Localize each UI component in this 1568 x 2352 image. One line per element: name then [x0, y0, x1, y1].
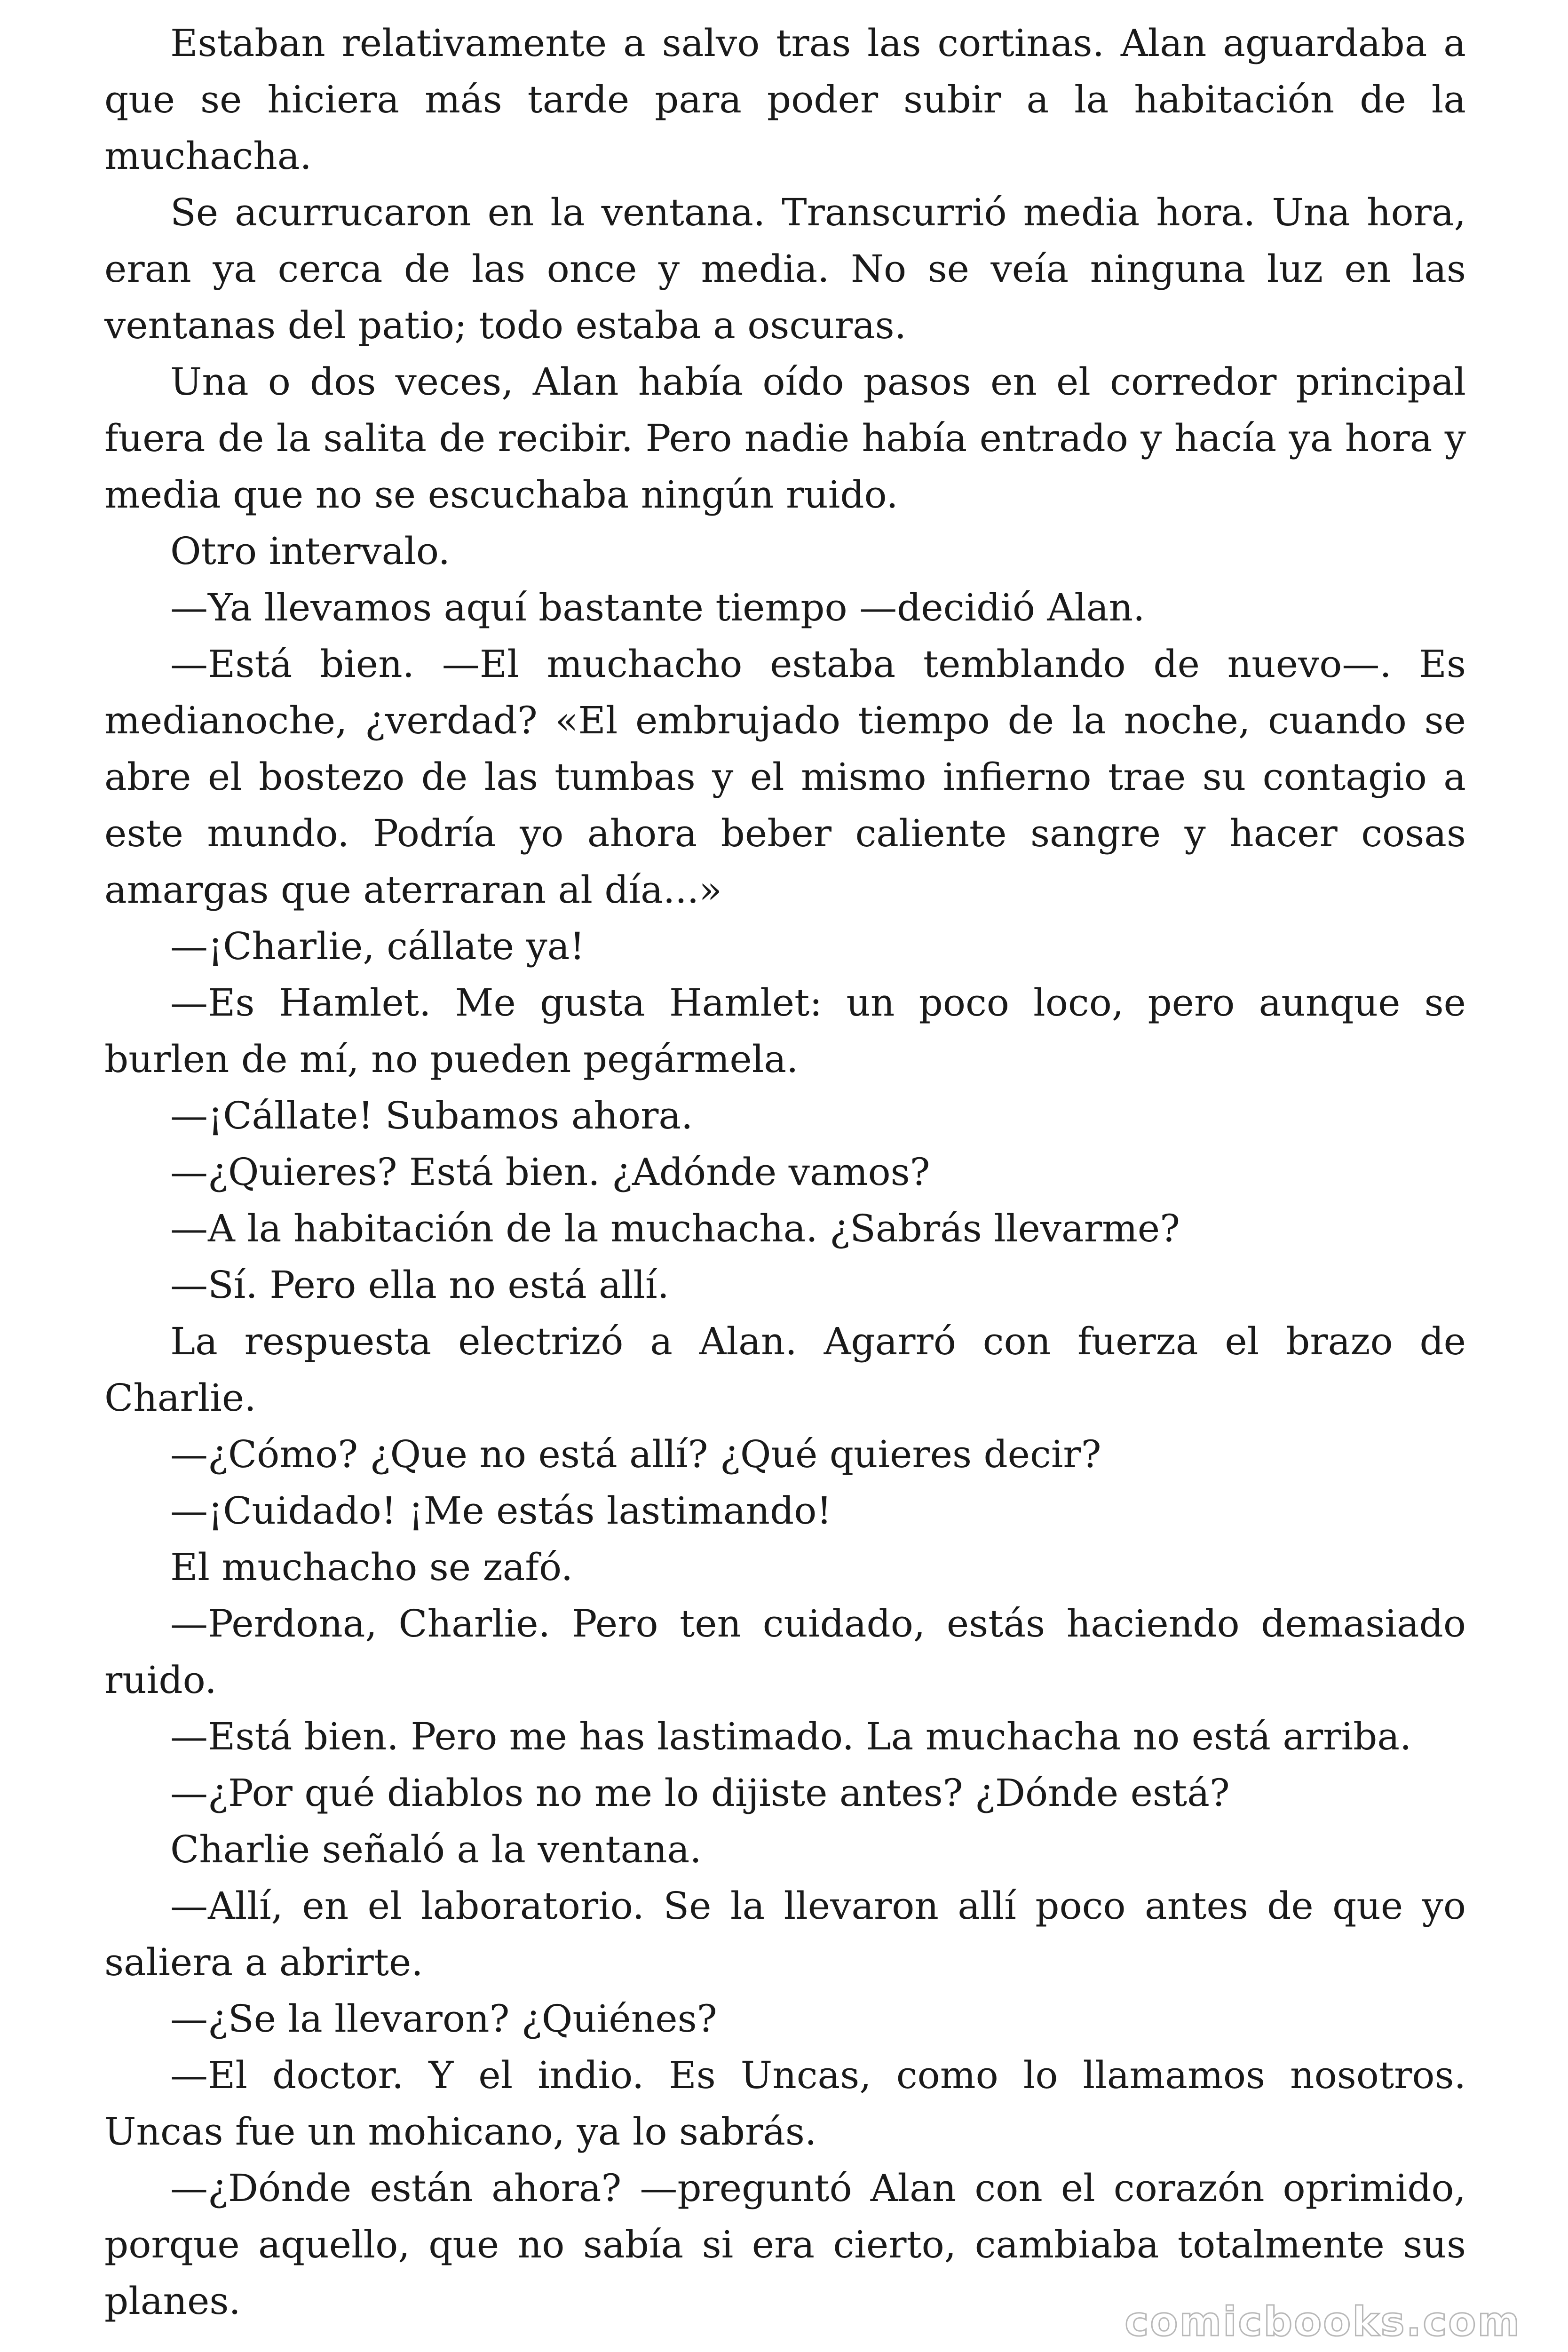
paragraph: El muchacho se zafó. [170, 1545, 573, 1589]
paragraph: —¿Se la llevaron? ¿Quiénes? [170, 1997, 717, 2041]
paragraph: Otro intervalo. [170, 529, 451, 573]
paragraph: —El doctor. Y el indio. Es Uncas, como lo llamamos nosotros. Uncas fue un mohicano, ya lo sabrás. [104, 2053, 1466, 2153]
paragraph: —Sí. Pero ella no está allí. [170, 1263, 669, 1307]
paragraph: —¡Cállate! Subamos ahora. [170, 1094, 693, 1137]
paragraph: —Allí, en el laboratorio. Se la llevaron allí poco antes de que yo saliera a abrirte. [104, 1884, 1466, 1984]
paragraph: —Ya llevamos aquí bastante tiempo —decidió Alan. [170, 586, 1145, 629]
paragraph: —¿Dónde están ahora? —preguntó Alan con el corazón oprimido, porque aquello, que no sabía si era cierto, cambiaba totalmente sus planes. [104, 2166, 1466, 2323]
paragraph: —¿Quieres? Está bien. ¿Adónde vamos? [170, 1150, 930, 1194]
paragraph: Se acurrucaron en la ventana. Transcurrió media hora. Una hora, eran ya cerca de las once y media. No se veía ninguna luz en las ventanas del patio; todo estaba a oscuras. [104, 191, 1466, 347]
paragraph: —¿Por qué diablos no me lo dijiste antes? ¿Dónde está? [170, 1771, 1230, 1815]
paragraph: Una o dos veces, Alan había oído pasos en el corredor principal fuera de la salita de recibir. Pero nadie había entrado y hacía ya hora y media que no se escuchaba ningún ruido. [104, 360, 1466, 516]
book-page-text [104, 15, 1466, 2329]
paragraph: —A la habitación de la muchacha. ¿Sabrás llevarme? [170, 1207, 1180, 1250]
paragraph: La respuesta electrizó a Alan. Agarró con fuerza el brazo de Charlie. [104, 1319, 1466, 1420]
paragraph: —Perdona, Charlie. Pero ten cuidado, estás haciendo demasiado ruido. [104, 1602, 1466, 1702]
paragraph: —¡Cuidado! ¡Me estás lastimando! [170, 1489, 832, 1533]
paragraph: Estaban relativamente a salvo tras las cortinas. Alan aguardaba a que se hiciera más tarde para poder subir a la habitación de la muchacha. [104, 21, 1466, 178]
paragraph: —Está bien. Pero me has lastimado. La muchacha no está arriba. [170, 1715, 1412, 1758]
watermark-logo: comicbooks.com [1125, 2298, 1521, 2345]
paragraph: —¡Charlie, cállate ya! [170, 924, 585, 968]
paragraph: —Es Hamlet. Me gusta Hamlet: un poco loco, pero aunque se burlen de mí, no pueden pegármela. [104, 981, 1466, 1081]
paragraph: Charlie señaló a la ventana. [170, 1828, 702, 1871]
paragraph: —Está bien. —El muchacho estaba temblando de nuevo—. Es medianoche, ¿verdad? «El embrujado tiempo de la noche, cuando se abre el bostezo de las tumbas y el mismo infierno trae su contagio a este mundo. Podría yo ahora beber caliente sangre y hacer cosas amargas que aterraran al día...» [104, 642, 1466, 912]
paragraph: —¿Cómo? ¿Que no está allí? ¿Qué quieres decir? [170, 1432, 1101, 1476]
